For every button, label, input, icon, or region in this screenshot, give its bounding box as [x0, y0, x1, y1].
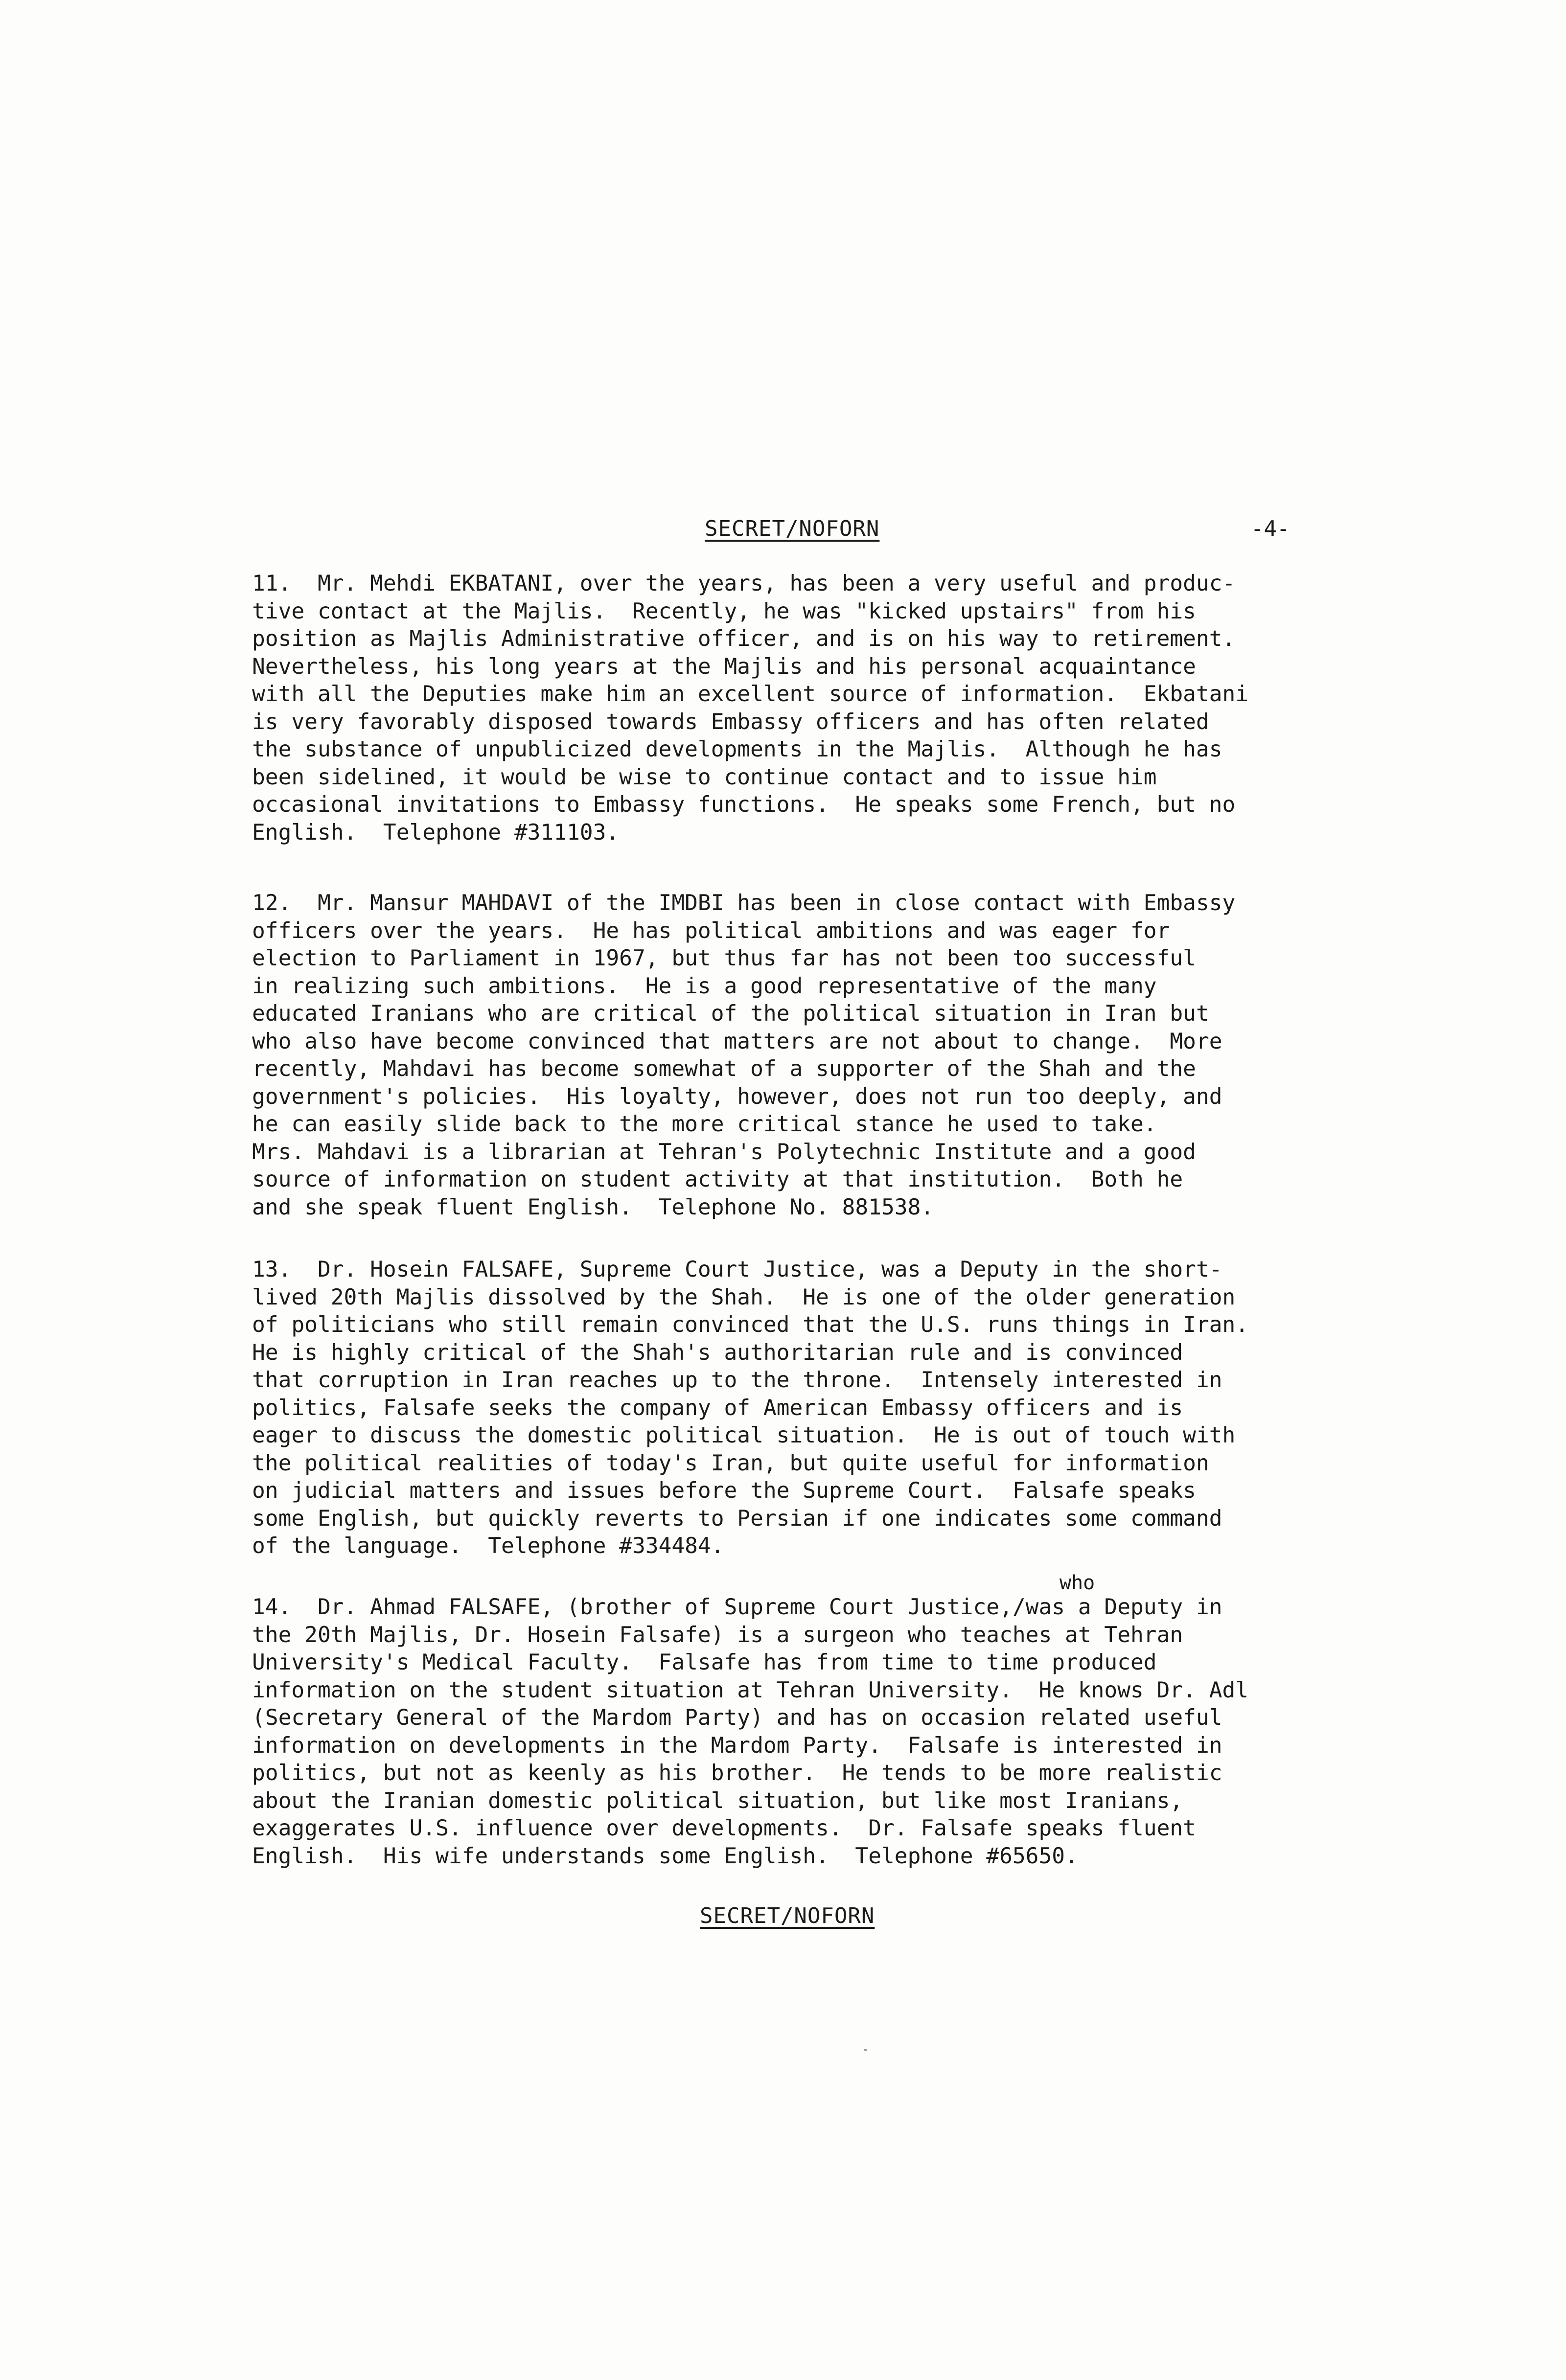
paragraph-line: politics, but not as keenly as his brother. He tends to be more realistic: [252, 1761, 1222, 1785]
paragraph-line: he can easily slide back to the more critical stance he used to take.: [252, 1112, 1157, 1137]
paragraph-line: (Secretary General of the Mardom Party) and has on occasion related useful: [252, 1705, 1222, 1730]
handwritten-insert: who: [1059, 1572, 1095, 1594]
paragraph-line: English. Telephone #311103.: [252, 820, 620, 845]
paragraph-line: in realizing such ambitions. He is a good representative of the many: [252, 973, 1157, 999]
paragraph-line: information on developments in the Mardom Party. Falsafe is interested in: [252, 1733, 1222, 1758]
paragraph-line: educated Iranians who are critical of the political situation in Iran but: [252, 1001, 1209, 1026]
paragraph-line: of the language. Telephone #334484.: [252, 1533, 724, 1558]
paragraph-line: officers over the years. He has political ambitions and was eager for: [252, 918, 1170, 943]
paragraph-line: 14. Dr. Ahmad FALSAFE, (brother of Supreme Court Justice,/was a Deputy in: [252, 1595, 1222, 1620]
paragraph-line: Mrs. Mahdavi is a librarian at Tehran's Polytechnic Institute and a good: [252, 1139, 1196, 1165]
paragraph-line: been sidelined, it would be wise to continue contact and to issue him: [252, 764, 1157, 790]
paragraph-line: He is highly critical of the Shah's authoritarian rule and is convinced: [252, 1340, 1183, 1365]
paragraph-line: Nevertheless, his long years at the Majlis and his personal acquaintance: [252, 654, 1196, 679]
paragraph-14: [252, 1594, 1319, 1870]
paragraph-13: [252, 1256, 1319, 1560]
paragraph-line: is very favorably disposed towards Embassy officers and has often related: [252, 709, 1209, 734]
paragraph-line: that corruption in Iran reaches up to the throne. Intensely interested in: [252, 1368, 1222, 1393]
paragraph-line: eager to discuss the domestic political situation. He is out of touch with: [252, 1423, 1236, 1448]
paragraph-line: lived 20th Majlis dissolved by the Shah. He is one of the older generation: [252, 1284, 1236, 1310]
paragraph-line: who also have become convinced that matters are not about to change. More: [252, 1029, 1222, 1054]
paragraph-line: politics, Falsafe seeks the company of American Embassy officers and is: [252, 1395, 1183, 1420]
scan-speck: [864, 2049, 867, 2051]
paragraph-line: and she speak fluent English. Telephone No. 881538.: [252, 1194, 934, 1220]
paragraph-line: 12. Mr. Mansur MAHDAVI of the IMDBI has been in close contact with Embassy: [252, 891, 1236, 915]
paragraph-line: source of information on student activity at that institution. Both he: [252, 1167, 1183, 1192]
paragraph-line: with all the Deputies make him an excellent source of information. Ekbatani: [252, 682, 1249, 707]
header-classification: SECRET/NOFORN: [705, 516, 880, 541]
paragraph-line: information on the student situation at Tehran University. He knows Dr. Adl: [252, 1677, 1249, 1703]
paragraph-line: on judicial matters and issues before the Supreme Court. Falsafe speaks: [252, 1478, 1196, 1503]
paragraph-line: of politicians who still remain convinced that the U.S. runs things in Iran.: [252, 1312, 1249, 1337]
paragraph-12: [252, 890, 1319, 1221]
paragraph-line: 13. Dr. Hosein FALSAFE, Supreme Court Justice, was a Deputy in the short-: [252, 1257, 1222, 1282]
paragraph-line: government's policies. His loyalty, however, does not run too deeply, and: [252, 1084, 1222, 1109]
paragraph-line: position as Majlis Administrative officer, and is on his way to retirement.: [252, 626, 1236, 651]
paragraph-line: about the Iranian domestic political situation, but like most Iranians,: [252, 1788, 1183, 1813]
page-number: -4-: [1251, 516, 1290, 541]
paragraph-line: some English, but quickly reverts to Persian if one indicates some command: [252, 1506, 1222, 1531]
paragraph-line: the substance of unpublicized developments in the Majlis. Although he has: [252, 737, 1222, 762]
paragraph-line: exaggerates U.S. influence over developments. Dr. Falsafe speaks fluent: [252, 1816, 1196, 1841]
paragraph-line: 11. Mr. Mehdi EKBATANI, over the years, has been a very useful and produc-: [252, 571, 1236, 596]
footer-classification: SECRET/NOFORN: [700, 1903, 875, 1928]
paragraph-line: recently, Mahdavi has become somewhat of a supporter of the Shah and the: [252, 1056, 1196, 1081]
paragraph-line: tive contact at the Majlis. Recently, he was "kicked upstairs" from his: [252, 598, 1196, 624]
paragraph-11: [252, 570, 1319, 847]
paragraph-line: the political realities of today's Iran, but quite useful for information: [252, 1450, 1209, 1476]
paragraph-line: the 20th Majlis, Dr. Hosein Falsafe) is a surgeon who teaches at Tehran: [252, 1622, 1183, 1648]
paragraph-line: election to Parliament in 1967, but thus far has not been too successful: [252, 946, 1196, 971]
paragraph-line: occasional invitations to Embassy functions. He speaks some French, but no: [252, 792, 1236, 817]
paragraph-line: English. His wife understands some English. Telephone #65650.: [252, 1843, 1078, 1869]
paragraph-line: University's Medical Faculty. Falsafe has from time to time produced: [252, 1650, 1157, 1675]
